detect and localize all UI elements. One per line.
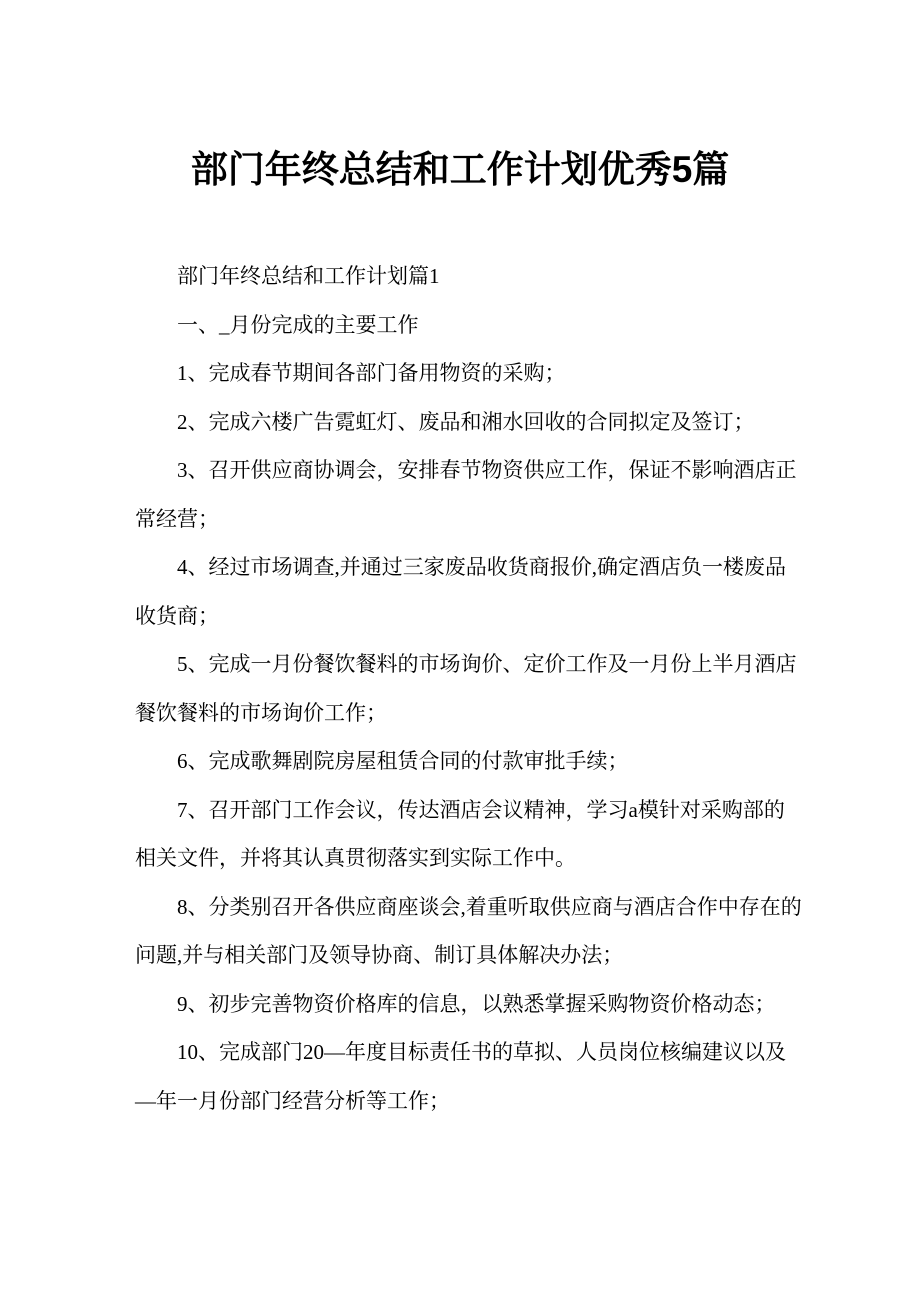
list-item-5: 5、完成一月份餐饮餐料的市场询价、定价工作及一月份上半月酒店餐饮餐料的市场询价工作；: [135, 652, 797, 725]
list-item-6: 6、完成歌舞剧院房屋租赁合同的付款审批手续；: [177, 749, 629, 773]
list-item-2: 2、完成六楼广告霓虹灯、废品和湘水回收的合同拟定及签订；: [177, 409, 755, 434]
list-item-9: 9、初步完善物资价格库的信息，以熟悉掌握采购物资价格动态；: [177, 991, 776, 1016]
list-item-10: 10、完成部门20—年度目标责任书的草拟、人员岗位核编建议以及—年一月份部门经营分析等工作；: [135, 1040, 786, 1113]
document-body: [135, 252, 805, 1125]
list-item-1: 1、完成春节期间各部门备用物资的采购；: [177, 361, 566, 385]
list-item-7: 7、召开部门工作会议，传达酒店会议精神，学习a模针对采购部的相关文件，并将其认真贯彻落实到实际工作中。: [135, 797, 785, 870]
article-subtitle: 部门年终总结和工作计划篇1: [177, 264, 440, 288]
document-title: 部门年终总结和工作计划优秀5篇: [190, 149, 730, 190]
list-item-3: 3、召开供应商协调会，安排春节物资供应工作，保证不影响酒店正常经营；: [135, 458, 797, 531]
list-item-8: 8、分类别召开各供应商座谈会,着重听取供应商与酒店合作中存在的问题,并与相关部门及领导协商、制订具体解决办法；: [135, 894, 802, 967]
list-item-4: 4、经过市场调查,并通过三家废品收货商报价,确定酒店负一楼废品收货商；: [135, 555, 786, 628]
section-heading: 一、_月份完成的主要工作: [177, 312, 419, 337]
